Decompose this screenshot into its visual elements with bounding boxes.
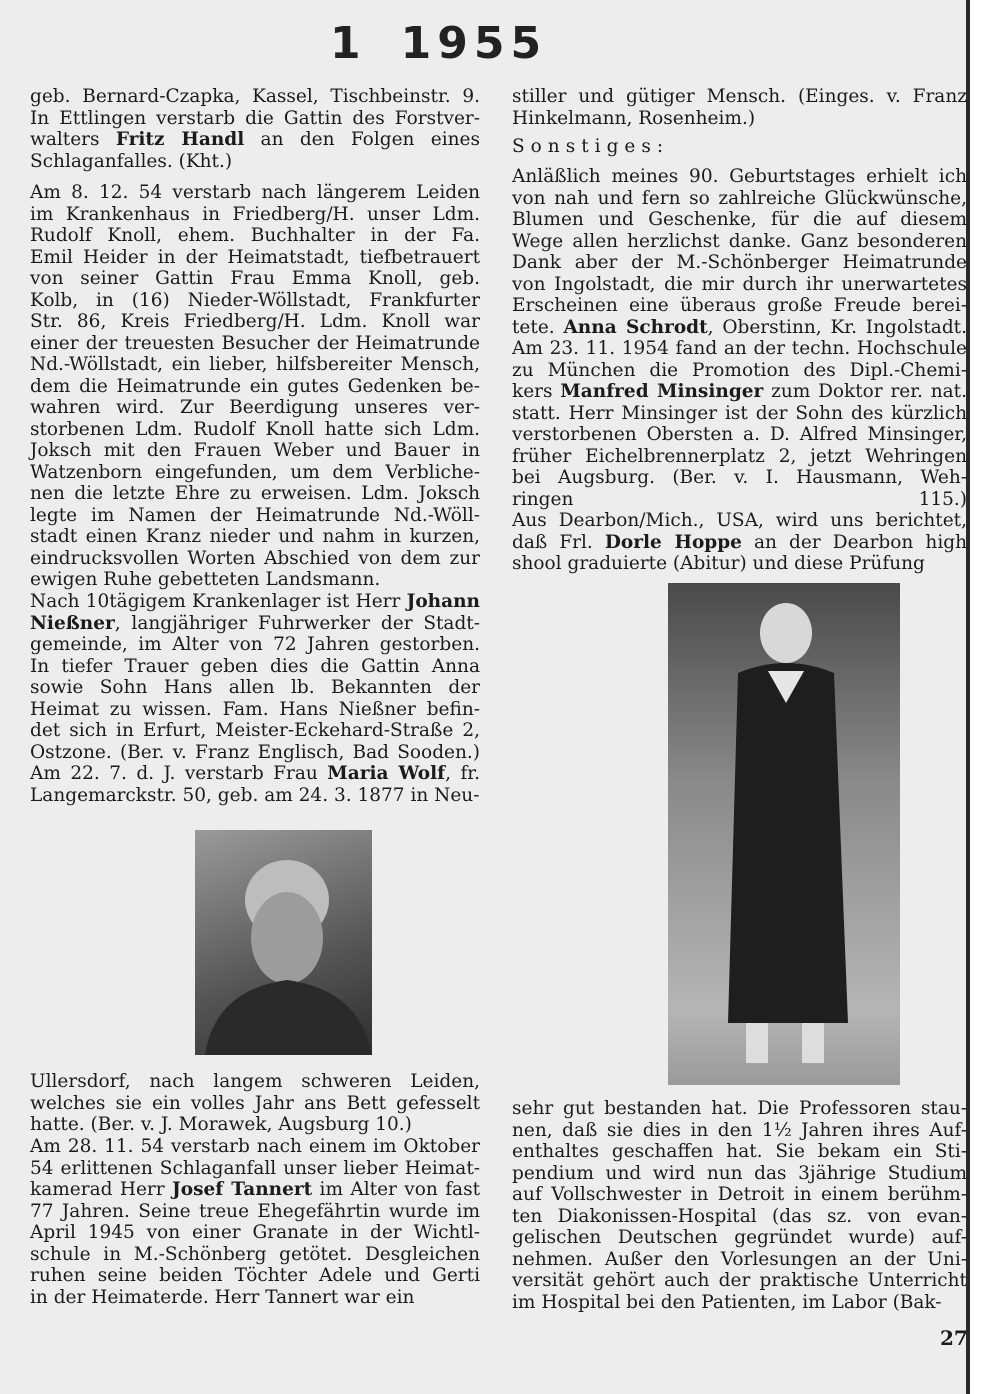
text-line: ten Diakonissen-Hospital (das sz. von evan-	[512, 1205, 967, 1227]
paragraph	[30, 591, 480, 806]
text-line: Anläßlich meines 90. Geburtstages erhielt ich	[512, 166, 967, 187]
text-segment: , Oberstinn, Kr. Ingolstadt.	[707, 316, 967, 338]
photo-maria-wolf	[195, 830, 372, 1055]
text-line: Erscheinen eine überaus große Freude berei-	[512, 295, 967, 316]
text-line: pendium und wird nun das 3jährige Studium	[512, 1162, 967, 1184]
text-line: sehr gut bestanden hat. Die Professoren stau-	[512, 1098, 967, 1119]
text-line: im Krankenhaus in Friedberg/H. unser Ldm.	[30, 203, 480, 225]
text-segment: Nach 10tägigem Krankenlager ist Herr	[30, 591, 407, 612]
person-name: Johann	[406, 591, 480, 612]
text-line: einer der treuesten Besucher der Heimatrunde	[30, 332, 480, 354]
photo-dorle-hoppe	[668, 583, 900, 1085]
text-line: versität gehört auch der praktische Unterricht	[512, 1270, 967, 1291]
page-header	[330, 18, 581, 69]
text-line: ewigen Ruhe gebetteten Landsmann.	[30, 569, 381, 590]
text-segment: zum Doktor rer. nat.	[763, 381, 967, 402]
text-line: dem die Heimatrunde ein gutes Gedenken be-	[30, 375, 480, 397]
text-line: statt. Herr Minsinger ist der Sohn des kürzlich	[512, 402, 967, 424]
text-line: Emil Heider in der Heimatstadt, tiefbetrauert	[30, 246, 480, 268]
text-line: In tiefer Trauer geben dies die Gattin Anna	[30, 655, 480, 677]
text-segment: Am 22. 7. d. J. verstarb Frau	[30, 763, 328, 784]
text-line: gelischen Deutschen gegründet wurde) auf-	[512, 1227, 967, 1248]
paragraph	[512, 1098, 967, 1313]
text-line: von Ingolstadt, die mir durch ihr unerwartetes	[512, 273, 967, 295]
text-line: Blumen und Geschenke, für die auf diesem	[512, 209, 967, 230]
text-line: Wege allen herzlichst danke. Ganz besonderen	[512, 230, 967, 252]
text-line	[30, 591, 480, 613]
person-name: Dorle Hoppe	[604, 531, 742, 553]
text-line: gemeinde, im Alter von 72 Jahren gestorben.	[30, 634, 480, 655]
portrait-graduate-image	[668, 583, 900, 1085]
text-segment: , langjähriger Fuhrwerker der Stadt-	[114, 612, 480, 634]
text-line: ringen 115.)	[512, 488, 967, 510]
text-line: enthaltes geschaffen hat. Sie bekam ein Sti-	[512, 1141, 967, 1162]
text-line: verstorbenen Obersten a. D. Alfred Minsinger,	[512, 424, 967, 445]
person-name: Anna Schrodt	[563, 316, 708, 338]
text-line	[30, 613, 480, 635]
text-line: von nah und fern so zahlreiche Glückwünsche,	[512, 187, 967, 209]
text-line: nen die letzte Ehre zu erweisen. Ldm. Joksch	[30, 483, 480, 504]
text-line: sowie Sohn Hans allen lb. Bekannten der	[30, 677, 480, 698]
text-line	[512, 317, 967, 339]
issue-year: 1955	[400, 18, 548, 69]
text-line: schule in M.-Schönberg getötet. Desgleichen	[30, 1243, 480, 1265]
person-name: Josef Tannert	[172, 1179, 313, 1200]
section-heading: Sonstiges:	[512, 136, 670, 157]
text-segment: an der Dearbon high	[741, 531, 968, 553]
text-line: in der Heimaterde. Herr Tannert war ein	[30, 1286, 415, 1308]
text-line: früher Eichelbrennerplatz 2, jetzt Wehringen	[512, 445, 967, 467]
text-line: welches sie ein volles Jahr ans Bett gefesselt	[30, 1092, 480, 1114]
text-line: Str. 86, Kreis Friedberg/H. Ldm. Knoll war	[30, 311, 480, 332]
text-line: Heimat zu wissen. Fam. Hans Nießner befin-	[30, 698, 480, 720]
text-line: storbenen Ldm. Rudolf Knoll hatte sich Ldm.	[30, 418, 480, 440]
paragraph	[30, 1071, 480, 1136]
text-segment: im Alter von fast	[312, 1179, 481, 1200]
text-line: eindrucksvollen Worten Abschied von dem zur	[30, 547, 480, 569]
paragraph	[30, 1136, 480, 1308]
text-line: nehmen. Außer den Vorlesungen an der Uni-	[512, 1248, 967, 1270]
person-name: Maria Wolf	[327, 763, 446, 784]
text-line: Ullersdorf, nach langem schweren Leiden,	[30, 1071, 480, 1092]
text-line: det sich in Erfurt, Meister-Eckehard-Straße 2,	[30, 720, 480, 741]
text-segment: kamerad Herr	[30, 1179, 173, 1200]
text-line: stadt einen Kranz nieder und nahm in kurzen,	[30, 526, 480, 547]
text-line: Watzenborn eingefunden, um dem Verbliche-	[30, 461, 480, 483]
text-line: wahren wird. Zur Beerdigung unseres ver-	[30, 397, 480, 418]
text-segment: tete.	[512, 316, 564, 338]
text-line: nen, daß sie dies in den 1½ Jahren ihres Auf-	[512, 1119, 967, 1141]
paragraph	[30, 182, 480, 591]
text-line: im Hospital bei den Patienten, im Labor (Bak-	[512, 1291, 942, 1313]
text-segment: , fr.	[445, 763, 481, 784]
text-line: April 1945 von einer Granate in der Wichtl-	[30, 1222, 480, 1243]
person-name: Nießner	[30, 612, 115, 634]
text-line: 54 erlittenen Schlaganfall unser lieber Heimat-	[30, 1157, 480, 1179]
person-name: Manfred Minsinger	[560, 381, 764, 402]
text-line: Dank aber der M.-Schönberger Heimatrunde	[512, 252, 967, 273]
text-line	[512, 381, 967, 403]
text-line: geb. Bernard-Czapka, Kassel, Tischbeinstr. 9.	[30, 86, 480, 107]
text-line	[30, 1179, 480, 1201]
text-segment: an den Folgen eines	[244, 129, 480, 150]
person-name: Fritz Handl	[115, 129, 245, 150]
paragraph	[512, 86, 967, 129]
text-line: Aus Dearbon/Mich., USA, wird uns berichtet,	[512, 510, 967, 531]
page-number: 27	[940, 1326, 968, 1350]
text-line	[30, 763, 480, 785]
text-line: Rudolf Knoll, ehem. Buchhalter in der Fa.	[30, 225, 480, 246]
text-line: Am 8. 12. 54 verstarb nach längerem Leiden	[30, 182, 480, 203]
text-line: 77 Jahren. Seine treue Ehegefährtin wurde im	[30, 1200, 480, 1222]
portrait-elderly-woman-image	[195, 830, 372, 1055]
text-line: Kolb, in (16) Nieder-Wöllstadt, Frankfurter	[30, 289, 480, 311]
text-line: Am 23. 11. 1954 fand an der techn. Hochschule	[512, 338, 967, 359]
text-line: ruhen seine beiden Töchter Adele und Gerti	[30, 1265, 480, 1286]
text-line: auf Vollschwester in Detroit in einem berühm-	[512, 1184, 967, 1205]
text-line: In Ettlingen verstarb die Gattin des Forstver-	[30, 107, 480, 129]
text-segment: walters	[30, 129, 116, 150]
paragraph	[30, 86, 480, 172]
text-line: bei Augsburg. (Ber. v. I. Hausmann, Weh-	[512, 467, 967, 488]
text-line: stiller und gütiger Mensch. (Einges. v. Franz	[512, 86, 967, 107]
paragraph	[512, 166, 967, 575]
text-line: Am 28. 11. 54 verstarb nach einem im Oktober	[30, 1136, 480, 1157]
text-line: Hinkelmann, Rosenheim.)	[512, 107, 756, 129]
text-line: Langemarckstr. 50, geb. am 24. 3. 1877 in Neu-	[30, 784, 480, 806]
text-line	[30, 129, 480, 151]
text-line: Joksch mit den Frauen Weber und Bauer in	[30, 440, 480, 461]
text-line: Nd.-Wöllstadt, ein lieber, hilfsbereiter Mensch,	[30, 354, 480, 375]
text-line: Ostzone. (Ber. v. Franz Englisch, Bad Sooden.)	[30, 741, 480, 763]
text-line: zu München die Promotion des Dipl.-Chemi-	[512, 359, 967, 381]
text-line: von seiner Gattin Frau Emma Knoll, geb.	[30, 268, 480, 289]
text-line: Schlaganfalles. (Kht.)	[30, 150, 233, 172]
text-line: legte im Namen der Heimatrunde Nd.-Wöll-	[30, 504, 480, 526]
issue-number: 1	[330, 18, 367, 69]
text-line: shool graduierte (Abitur) und diese Prüfung	[512, 553, 925, 574]
text-line	[512, 532, 967, 554]
text-segment: daß Frl.	[512, 531, 605, 553]
text-line: hatte. (Ber. v. J. Morawek, Augsburg 10.)	[30, 1114, 412, 1135]
text-segment: kers	[512, 381, 561, 402]
